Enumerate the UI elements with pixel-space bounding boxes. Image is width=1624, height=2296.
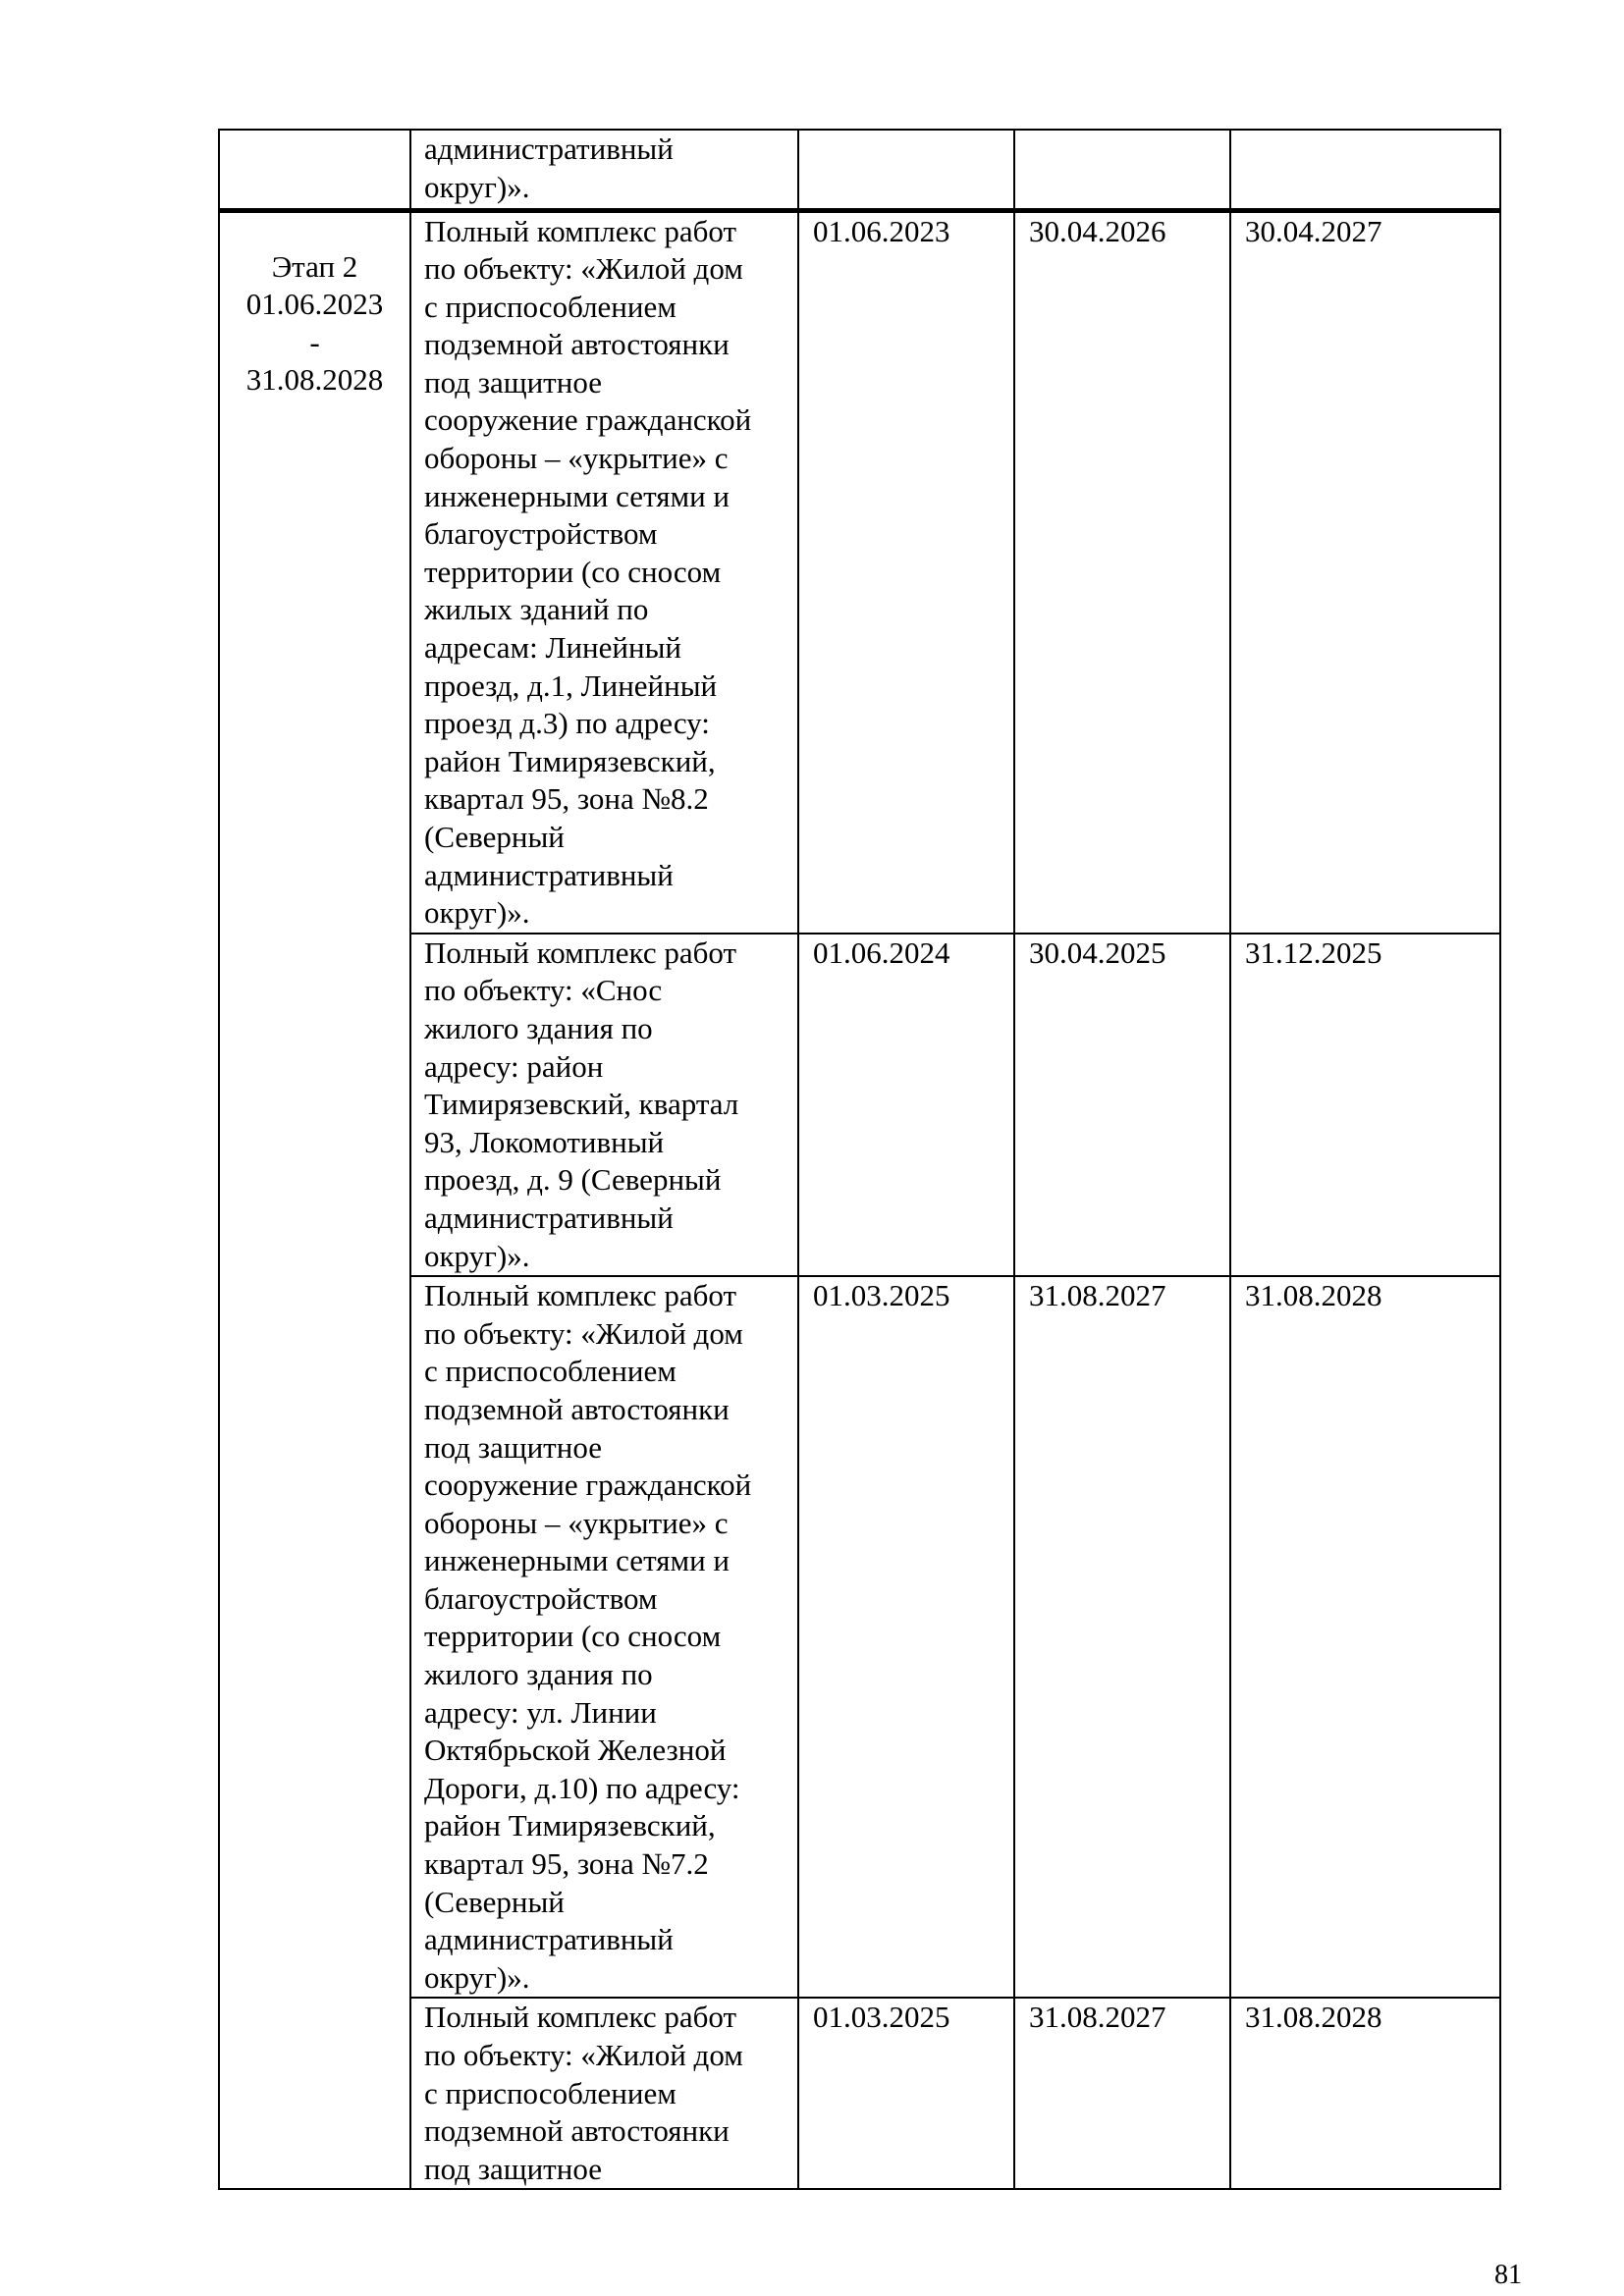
table-row xyxy=(219,1276,1500,1998)
completion-date-cell: 30.04.2026 xyxy=(1014,210,1230,934)
schedule-table xyxy=(218,129,1501,2190)
description-cell: административный округ)». xyxy=(410,130,798,210)
final-date-cell: 31.12.2025 xyxy=(1230,934,1500,1276)
page-number: 81 xyxy=(1494,2260,1522,2290)
start-date-cell: 01.06.2023 xyxy=(798,210,1014,934)
completion-date-cell: 30.04.2025 xyxy=(1014,934,1230,1276)
completion-date-cell: 31.08.2027 xyxy=(1014,1998,1230,2189)
stage-cell: Этап 2 01.06.2023 - 31.08.2028 xyxy=(219,210,410,2189)
final-date-cell: 31.08.2028 xyxy=(1230,1276,1500,1998)
start-date-cell: 01.06.2024 xyxy=(798,934,1014,1276)
final-date-cell xyxy=(1230,130,1500,210)
description-cell: Полный комплекс работ по объекту: «Жилой дом с приспособлением подземной автостоянки под защитное сооружение гражданской обороны – «укрытие» с инженерными сетями и благоустройством территории (со сносом жилых зданий по адресам: Линейный проезд, д.1, Линейный проезд д.3) по адресу: район Тимирязевский, квартал 95, зона №8.2 (Северный административный округ)». xyxy=(410,210,798,934)
description-cell: Полный комплекс работ по объекту: «Снос жилого здания по адресу: район Тимирязевский, квартал 93, Локомотивный проезд, д. 9 (Северный административный округ)». xyxy=(410,934,798,1276)
description-cell: Полный комплекс работ по объекту: «Жилой дом с приспособлением подземной автостоянки под защитное xyxy=(410,1998,798,2189)
final-date-cell: 30.04.2027 xyxy=(1230,210,1500,934)
table-row xyxy=(219,130,1500,210)
table-row xyxy=(219,210,1500,934)
start-date-cell xyxy=(798,130,1014,210)
final-date-cell: 31.08.2028 xyxy=(1230,1998,1500,2189)
completion-date-cell: 31.08.2027 xyxy=(1014,1276,1230,1998)
stage-cell xyxy=(219,130,410,210)
table-row xyxy=(219,1998,1500,2189)
start-date-cell: 01.03.2025 xyxy=(798,1998,1014,2189)
table-row xyxy=(219,934,1500,1276)
completion-date-cell xyxy=(1014,130,1230,210)
start-date-cell: 01.03.2025 xyxy=(798,1276,1014,1998)
description-cell: Полный комплекс работ по объекту: «Жилой дом с приспособлением подземной автостоянки под защитное сооружение гражданской обороны – «укрытие» с инженерными сетями и благоустройством территории (со сносом жилого здания по адресу: ул. Линии Октябрьской Железной Дороги, д.10) по адресу: район Тимирязевский, квартал 95, зона №7.2 (Северный административный округ)». xyxy=(410,1276,798,1998)
